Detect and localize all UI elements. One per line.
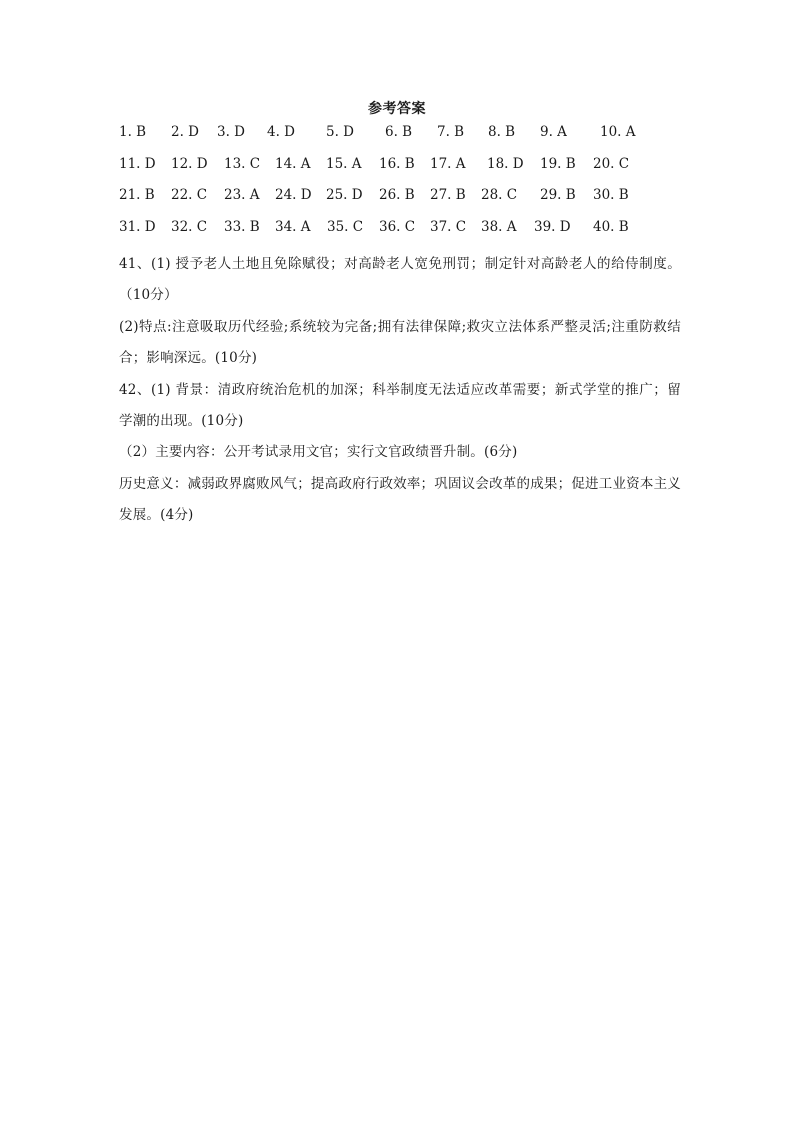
answer-item: 12. D <box>171 155 208 172</box>
answer-item: 10. A <box>600 124 636 140</box>
answer-row <box>119 153 679 185</box>
answer-row <box>119 121 679 153</box>
answer-item: 25. D <box>326 187 363 204</box>
answer-row <box>119 184 679 216</box>
answer-item: 2. D <box>171 124 199 140</box>
answer-item: 22. C <box>171 187 208 204</box>
answer-item: 33. B <box>224 218 260 235</box>
answer-item: 23. A <box>224 187 260 204</box>
answer-item: 17. A <box>430 155 466 172</box>
answer-item: 38. A <box>481 218 517 235</box>
answer-item: 28. C <box>481 187 518 204</box>
answer-item: 11. D <box>119 155 156 172</box>
answer-item: 18. D <box>487 155 524 172</box>
answer-row <box>119 216 679 248</box>
essay-answers <box>119 249 681 532</box>
multiple-choice-answers <box>119 121 679 247</box>
answer-item: 40. B <box>593 218 629 235</box>
answer-item: 26. B <box>379 187 415 204</box>
answer-item: 34. A <box>275 218 311 235</box>
answer-item: 9. A <box>540 124 567 140</box>
answer-item: 20. C <box>593 155 630 172</box>
answer-42-significance: 历史意义：减弱政界腐败风气；提高政府行政效率；巩固议会改革的成果；促进工业资本主义发展。(4分) <box>119 475 681 524</box>
answer-item: 15. A <box>326 155 362 172</box>
answer-item: 14. A <box>275 155 311 172</box>
answer-item: 21. B <box>119 187 155 204</box>
answer-item: 31. D <box>119 218 156 235</box>
answer-item: 39. D <box>534 218 571 235</box>
answer-41-part-2: (2)特点:注意吸取历代经验;系统较为完备;拥有法律保障;救灾立法体系严整灵活;注重防救结合；影响深远。(10分) <box>119 318 681 367</box>
answer-item: 30. B <box>593 187 629 204</box>
answer-item: 6. B <box>385 124 413 140</box>
answer-item: 27. B <box>430 187 466 204</box>
answer-item: 36. C <box>379 218 416 235</box>
answer-item: 4. D <box>267 124 295 140</box>
answer-item: 24. D <box>275 187 312 204</box>
answer-item: 8. B <box>488 124 516 140</box>
answer-item: 35. C <box>327 218 364 235</box>
page-title: 参考答案 <box>368 101 426 117</box>
answer-item: 32. C <box>171 218 208 235</box>
answer-item: 3. D <box>217 124 245 140</box>
answer-item: 16. B <box>379 155 415 172</box>
answer-item: 37. C <box>430 218 467 235</box>
answer-item: 13. C <box>224 155 261 172</box>
answer-42-part-2: （2）主要内容：公开考试录用文官；实行文官政绩晋升制。(6分) <box>119 444 518 461</box>
answer-42-part-1: 42、(1) 背景：清政府统治危机的加深；科举制度无法适应改革需要；新式学堂的推广；留学潮的出现。(10分) <box>119 381 681 430</box>
answer-item: 7. B <box>437 124 465 140</box>
answer-41-part-1: 41、(1) 授予老人土地且免除赋役；对高龄老人宽免刑罚；制定针对高龄老人的给侍制度。（10分） <box>119 256 681 304</box>
answer-item: 29. B <box>540 187 576 204</box>
answer-item: 1. B <box>119 124 147 140</box>
answer-item: 5. D <box>326 124 354 140</box>
answer-item: 19. B <box>540 155 576 172</box>
